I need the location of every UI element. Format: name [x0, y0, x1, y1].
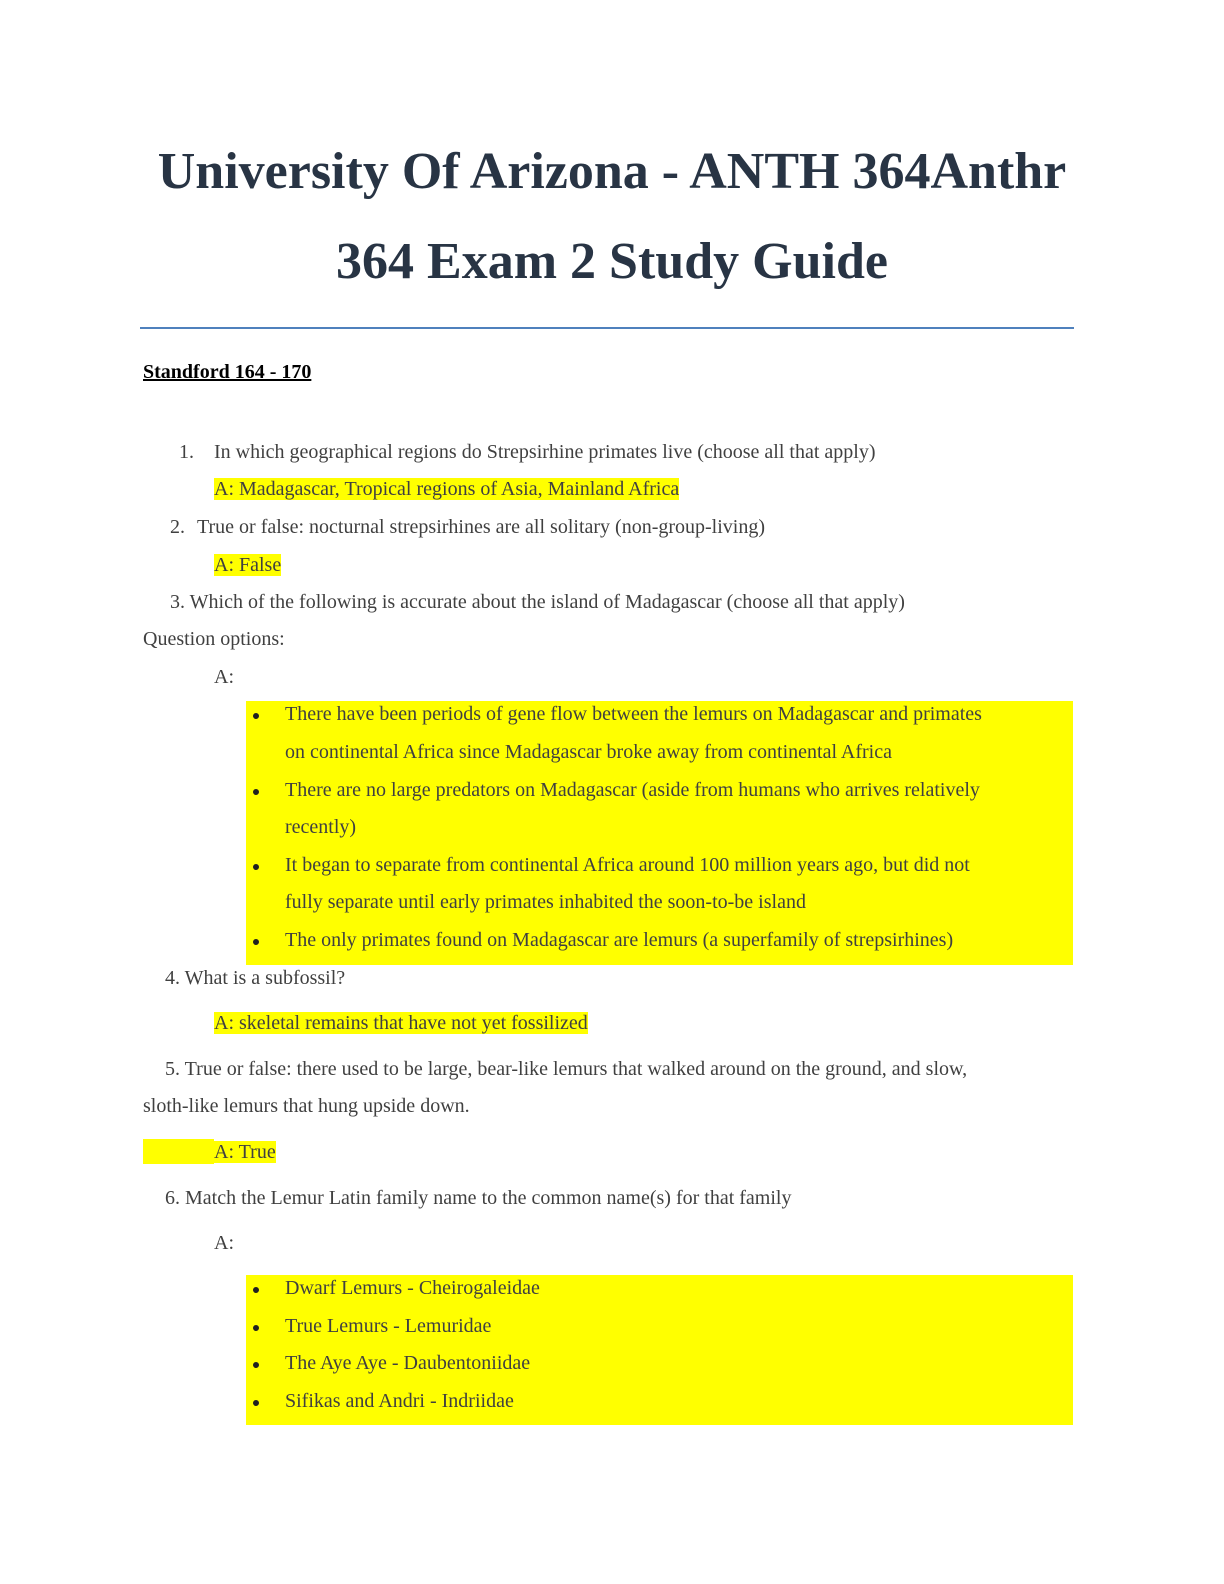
q6-bullet-3-dot [253, 1362, 259, 1368]
q6-bullet-4: Sifikas and Andri - Indriidae [285, 1390, 514, 1412]
section-heading: Standford 164 - 170 [143, 361, 312, 383]
q4-text: 4. What is a subfossil? [165, 967, 346, 989]
q6-bullet-1: Dwarf Lemurs - Cheirogaleidae [285, 1277, 540, 1299]
q3-bullet-3-line-2: fully separate until early primates inhabited the soon-to-be island [285, 891, 806, 913]
q5-text-line-2: sloth-like lemurs that hung upside down. [143, 1095, 470, 1117]
q3-bullet-2-line-1: There are no large predators on Madagascar (aside from humans who arrives relatively [285, 779, 980, 801]
q6-answer-label: A: [214, 1232, 234, 1254]
q6-bullet-2-dot [253, 1325, 259, 1331]
q6-bullet-1-dot [253, 1287, 259, 1293]
q3-bullet-2-dot [253, 789, 259, 795]
title-divider [140, 327, 1074, 329]
q6-bullet-4-dot [253, 1400, 259, 1406]
q5-answer [214, 1139, 276, 1165]
q3-bullet-1-line-1: There have been periods of gene flow between the lemurs on Madagascar and primates [285, 703, 982, 725]
q1-answer [214, 476, 679, 502]
q2-number: 2. [170, 516, 185, 538]
q3-bullet-3-dot [253, 864, 259, 870]
q3-options-label: Question options: [143, 628, 285, 650]
q3-bullet-1-line-2: on continental Africa since Madagascar broke away from continental Africa [285, 741, 892, 763]
q3-text: 3. Which of the following is accurate about the island of Madagascar (choose all that apply) [170, 591, 905, 613]
q6-bullet-2: True Lemurs - Lemuridae [285, 1315, 492, 1337]
q6-bullet-3: The Aye Aye - Daubentoniidae [285, 1352, 531, 1374]
document-title-line-2: 364 Exam 2 Study Guide [336, 233, 888, 290]
q3-bullet-4-dot [253, 939, 259, 945]
q2-answer-text: A: False [214, 554, 282, 576]
q4-answer-text: A: skeletal remains that have not yet fossilized [214, 1012, 588, 1034]
q3-bullet-3-line-1: It began to separate from continental Africa around 100 million years ago, but did not [285, 854, 970, 876]
q2-text: True or false: nocturnal strepsirhines are all solitary (non-group-living) [197, 516, 766, 538]
q3-bullet-4-line-1: The only primates found on Madagascar are lemurs (a superfamily of strepsirhines) [285, 929, 954, 951]
q3-bullet-2-line-2: recently) [285, 816, 357, 838]
q2-answer [214, 552, 281, 578]
q1-number: 1. [179, 441, 194, 463]
q3-bullet-1-dot [253, 713, 259, 719]
document-title-line-1: University Of Arizona - ANTH 364Anthr [157, 143, 1067, 200]
q4-answer [214, 1010, 588, 1036]
q5-answer-text: A: True [214, 1141, 276, 1163]
q5-text-line-1: 5. True or false: there used to be large, bear-like lemurs that walked around on the ground, and slow, [165, 1058, 968, 1080]
q3-answer-label: A: [214, 666, 234, 688]
q1-text: In which geographical regions do Strepsirhine primates live (choose all that apply) [214, 441, 876, 463]
q5-answer-indent-highlight [143, 1139, 214, 1164]
q6-text: 6. Match the Lemur Latin family name to the common name(s) for that family [165, 1187, 792, 1209]
q1-answer-text: A: Madagascar, Tropical regions of Asia, Mainland Africa [214, 478, 680, 500]
